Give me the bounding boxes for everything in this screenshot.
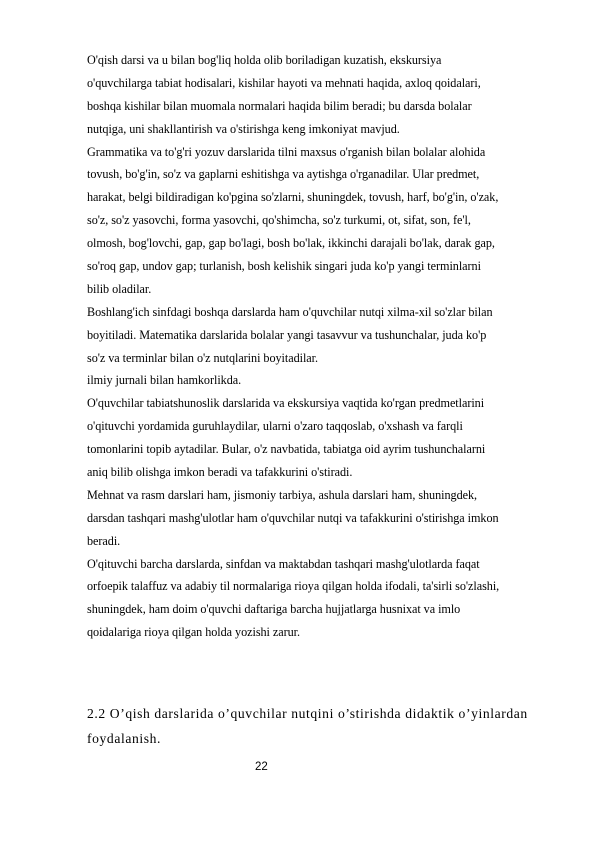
body-line: qoidalariga rioya qilgan holda yozishi zarur. — [87, 625, 300, 640]
body-line: shuningdek, ham doim o'quvchi daftariga barcha hujjatlarga husnixat va imlo — [87, 602, 461, 617]
heading-line: 2.2 O’qish darslarida o’quvchilar nutqini o’stirishda didaktik o’yinlardan — [87, 706, 528, 721]
body-line: Grammatika va to'g'ri yozuv darslarida tilni maxsus o'rganish bilan bolalar alohida — [87, 144, 486, 159]
body-line: o'quvchilarga tabiat hodisalari, kishilar hayoti va mehnati haqida, axloq qoidalari, — [87, 75, 481, 90]
body-line: Boshlang'ich sinfdagi boshqa darslarda ham o'quvchilar nutqi xilma-xil so'zlar bilan — [87, 304, 493, 319]
body-line: aniq bilib olishga imkon beradi va tafakkurini o'stiradi. — [87, 465, 353, 480]
page-number: 22 — [255, 761, 268, 773]
body-line: tomonlarini topib aytadilar. Bular, o'z navbatida, tabiatga oid ayrim tushunchalarni — [87, 442, 486, 457]
body-line: harakat, belgi bildiradigan ko'pgina so'zlarni, shuningdek, tovush, harf, bo'g'in, o'zak, — [87, 190, 499, 205]
body-line: o'qituvchi yordamida guruhlaydilar, ularni o'zaro taqqoslab, o'xshash va farqli — [87, 419, 463, 434]
body-line: darsdan tashqari mashg'ulotlar ham o'quvchilar nutqi va tafakkurini o'stirishga imkon — [87, 510, 499, 525]
body-line: Mehnat va rasm darslari ham, jismoniy tarbiya, ashula darslari ham, shuningdek, — [87, 487, 478, 502]
body-line: so'z, so'z yasovchi, forma yasovchi, qo'shimcha, so'z turkumi, ot, sifat, son, fe'l, — [87, 213, 471, 228]
heading-line: foydalanish. — [87, 731, 162, 746]
body-line: boyitiladi. Matematika darslarida bolalar yangi tasavvur va tushunchalar, juda ko'p — [87, 327, 487, 342]
body-line: orfoepik talaffuz va adabiy til normalariga rioya qilgan holda ifodali, ta'sirli so'zlashi, — [87, 579, 500, 594]
body-line: olmosh, bog'lovchi, gap, gap bo'lagi, bosh bo'lak, ikkinchi darajali bo'lak, darak gap, — [87, 236, 495, 251]
section-heading — [87, 701, 577, 751]
body-line: ilmiy jurnali bilan hamkorlikda. — [87, 373, 242, 388]
body-line: O'quvchilar tabiatshunoslik darslarida va ekskursiya vaqtida ko'rgan predmetlarini — [87, 396, 485, 411]
body-text — [87, 49, 577, 644]
body-line: O'qish darsi va u bilan bog'liq holda olib boriladigan kuzatish, ekskursiya — [87, 53, 442, 67]
body-line: O'qituvchi barcha darslarda, sinfdan va maktabdan tashqari mashg'ulotlarda faqat — [87, 556, 480, 571]
body-line: tovush, bo'g'in, so'z va gaplarni eshitishga va aytishga o'rganadilar. Ular predmet, — [87, 167, 480, 182]
body-line: nutqiga, uni shakllantirish va o'stirishga keng imkoniyat mavjud. — [87, 121, 400, 136]
body-line: so'roq gap, undov gap; turlanish, bosh kelishik singari juda ko'p yangi terminlarni — [87, 259, 481, 274]
body-line: beradi. — [87, 533, 121, 548]
body-line: so'z va terminlar bilan o'z nutqlarini boyitadilar. — [87, 350, 318, 365]
body-line: boshqa kishilar bilan muomala normalari haqida bilim beradi; bu darsda bolalar — [87, 98, 472, 113]
body-line: bilib oladilar. — [87, 281, 152, 296]
